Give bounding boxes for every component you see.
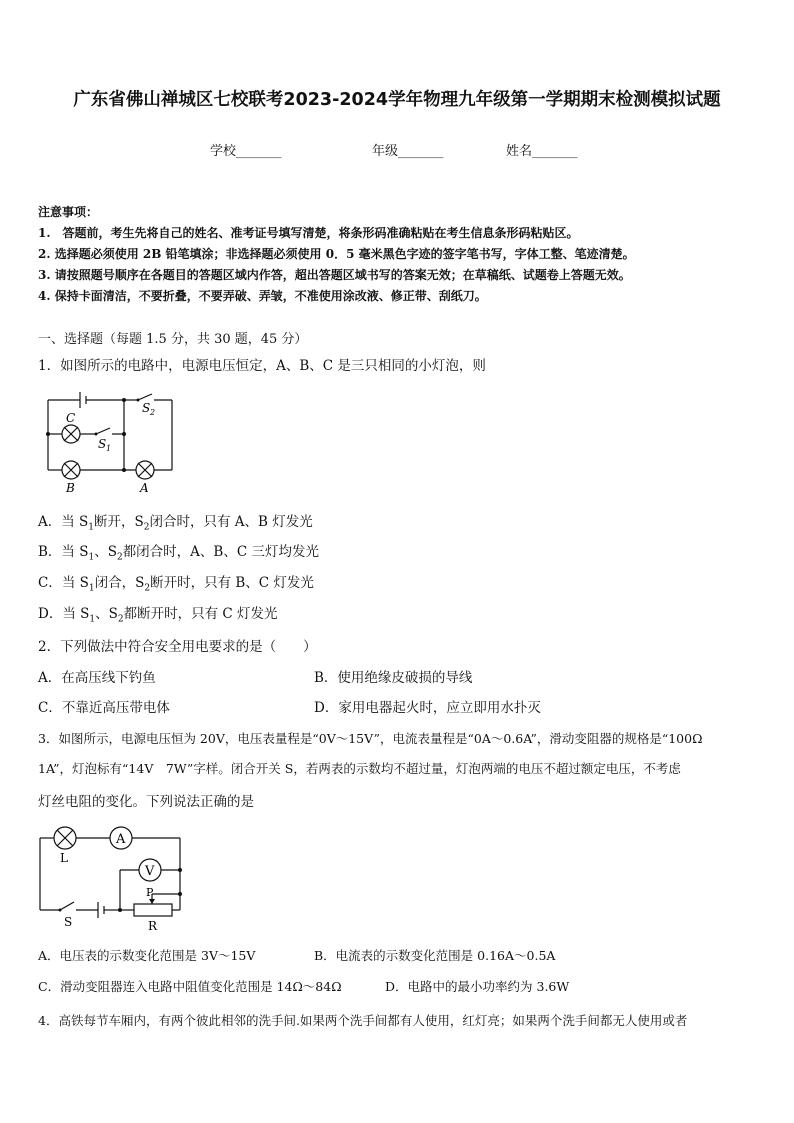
page-title: 广东省佛山禅城区七校联考2023-2024学年物理九年级第一学期期末检测模拟试题 — [73, 90, 721, 110]
q3-label-p: P — [146, 886, 154, 899]
q1-option-d-text-2: 、S — [95, 606, 118, 622]
q2-stem: 2．下列做法中符合安全用电要求的是（ ） — [38, 639, 317, 655]
q3-option-a[interactable]: A．电压表的示数变化范围是 3V～15V — [38, 948, 256, 963]
q3-stem-line-3: 灯丝电阻的变化。下列说法正确的是 — [38, 794, 254, 810]
q2-option-c[interactable]: C．不靠近高压带电体 — [38, 700, 170, 716]
q1-option-c[interactable] — [38, 571, 314, 594]
q1-option-d-text-3: 都断开时，只有 C 灯发光 — [123, 606, 278, 622]
q1-option-a-text-1: A．当 S — [38, 514, 89, 530]
q3-label-s: S — [64, 915, 73, 929]
notice-heading: 注意事项： — [38, 205, 99, 219]
q1-option-a-sub-2: 2 — [143, 522, 150, 533]
q2-option-a[interactable]: A．在高压线下钓鱼 — [38, 670, 156, 686]
q1-option-c-text-1: C．当 S — [38, 575, 89, 591]
q3-label-l: L — [60, 851, 68, 865]
name-field[interactable]: 姓名_______ — [506, 144, 578, 159]
notice-item-4: 4. 保持卡面清洁，不要折叠，不要弄破、弄皱，不准使用涂改液、修正带、刮纸刀。 — [38, 289, 487, 303]
q3-circuit-diagram — [34, 820, 194, 935]
q3-label-r: R — [148, 919, 158, 933]
section-heading: 一、选择题（每题 1.5 分，共 30 题，45 分） — [38, 332, 308, 347]
q1-option-b[interactable] — [38, 540, 319, 563]
q1-option-a-text-3: 闭合时，只有 A、B 灯发光 — [149, 514, 313, 530]
q1-label-s1-sub: 1 — [106, 444, 112, 453]
q1-option-d-sub-1: 1 — [89, 614, 96, 625]
q4-stem-line-1: 4．高铁每节车厢内，有两个彼此相邻的洗手间.如果两个洗手间都有人使用，红灯亮；如果两个洗手间都无人使用或者 — [38, 1013, 688, 1028]
grade-field[interactable]: 年级_______ — [372, 144, 444, 159]
q3-option-c[interactable]: C．滑动变阻器连入电路中阻值变化范围是 14Ω～84Ω — [38, 979, 342, 994]
q1-option-a-sub-1: 1 — [88, 522, 95, 533]
q1-option-b-sub-1: 1 — [88, 552, 95, 563]
q3-label-v: V — [145, 864, 155, 879]
q1-option-d[interactable] — [38, 602, 278, 625]
q1-label-c: C — [66, 411, 76, 425]
q1-option-b-text-3: 都闭合时，A、B、C 三灯均发光 — [122, 544, 319, 560]
q3-stem-line-1: 3．如图所示，电源电压恒为 20V，电压表量程是“0V～15V”，电流表量程是“0A～0.6A”，滑动变阻器的规格是“100Ω — [38, 731, 703, 746]
q1-stem: 1．如图所示的电路中，电源电压恒定，A、B、C 是三只相同的小灯泡，则 — [38, 358, 486, 374]
q2-option-d[interactable]: D．家用电器起火时，应立即用水扑灭 — [314, 700, 541, 716]
q1-option-c-text-3: 断开时，只有 B、C 灯发光 — [150, 575, 314, 591]
q1-option-c-sub-2: 2 — [144, 583, 151, 594]
notice-item-3: 3. 请按照题号顺序在各题目的答题区域内作答，超出答题区域书写的答案无效；在草稿纸、试题卷上答题无效。 — [38, 268, 631, 282]
q1-option-b-sub-2: 2 — [116, 552, 123, 563]
school-field[interactable]: 学校_______ — [210, 144, 282, 159]
q1-option-b-text-1: B．当 S — [38, 544, 89, 560]
q1-label-a: A — [140, 481, 149, 495]
q1-option-b-text-2: 、S — [94, 544, 117, 560]
q1-option-d-text-1: D．当 S — [38, 606, 90, 622]
q1-option-c-text-2: 闭合，S — [94, 575, 145, 591]
notice-item-2: 2. 选择题必须使用 2B 铅笔填涂；非选择题必须使用 0．5 毫米黑色字迹的签字笔书写，字体工整、笔迹清楚。 — [38, 247, 635, 261]
notice-item-1: 1. 答题前，考生先将自己的姓名、准考证号填写清楚，将条形码准确粘贴在考生信息条形码粘贴区。 — [38, 226, 579, 240]
q1-option-d-sub-2: 2 — [117, 614, 124, 625]
q1-label-s2: S — [142, 401, 151, 415]
q1-label-s1: S — [98, 437, 107, 451]
q1-label-s2-sub: 2 — [150, 408, 156, 417]
q1-option-c-sub-1: 1 — [88, 583, 95, 594]
q3-option-d[interactable]: D．电路中的最小功率约为 3.6W — [385, 979, 570, 994]
q1-option-a[interactable] — [38, 510, 313, 533]
q2-option-b[interactable]: B．使用绝缘皮破损的导线 — [314, 670, 473, 686]
q3-stem-line-2: 1A”，灯泡标有“14V 7W”字样。闭合开关 S，若两表的示数均不超过量，灯泡两端的电压不超过额定电压，不考虑 — [38, 761, 681, 776]
q1-label-b: B — [66, 481, 75, 495]
q3-label-a: A — [116, 832, 126, 847]
q3-option-b[interactable]: B．电流表的示数变化范围是 0.16A～0.5A — [314, 948, 556, 963]
q1-circuit-diagram — [40, 388, 180, 498]
q1-option-a-text-2: 断开，S — [94, 514, 144, 530]
